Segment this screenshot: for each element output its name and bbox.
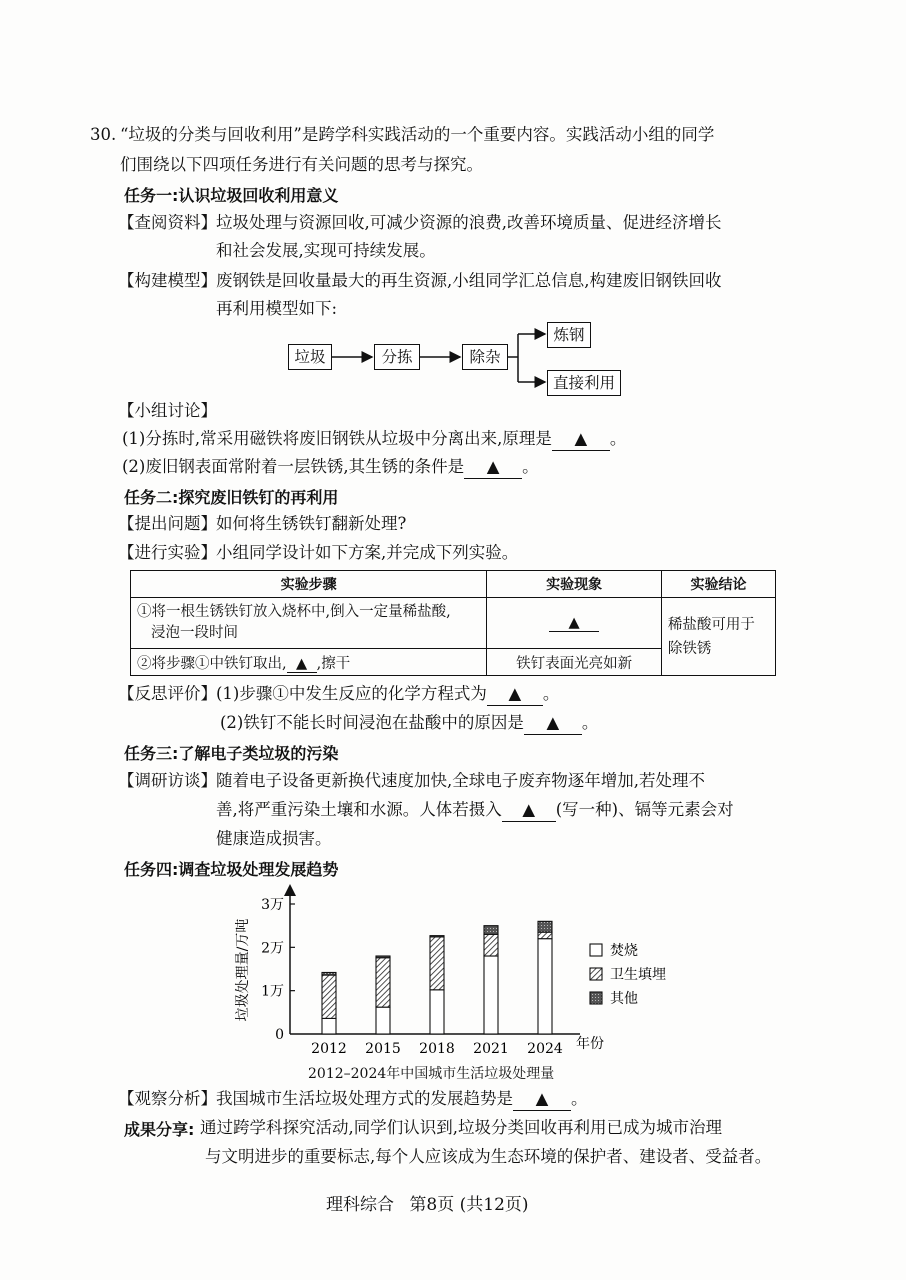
chart-bar-卫生填埋-2012 <box>322 975 336 1018</box>
chart-legend-swatch <box>590 968 602 980</box>
answer-blank[interactable]: ▲ <box>464 456 522 479</box>
task4-observe-tag: 【观察分析】 <box>118 1089 217 1108</box>
task1-model-tag: 【构建模型】 <box>118 271 217 290</box>
result-line1: 通过跨学科探究活动,同学们认识到,垃圾分类回收再利用已成为城市治理 <box>200 1118 722 1137</box>
chart-y-tick-label: 1万 <box>261 983 284 1000</box>
chart-bar-其他-2018 <box>430 936 444 937</box>
flow-node-sort: 分拣 <box>374 344 420 370</box>
step1-line1: ①将一根生锈铁钉放入烧杯中,倒入一定量稀盐酸, <box>137 604 451 620</box>
task2-review1 <box>216 683 559 706</box>
end-mark: 。 <box>609 429 627 448</box>
question-number: 30. <box>90 125 117 144</box>
step2-text: ②将步骤①中铁钉取出, <box>137 655 287 672</box>
observation1-cell <box>487 598 662 649</box>
task2-exp-tag: 【进行实验】 <box>118 543 217 562</box>
flow-connectors <box>0 0 906 420</box>
task3-line2-post: (写一种)、镉等元素会对 <box>555 800 734 819</box>
answer-blank[interactable]: ▲ <box>549 615 599 632</box>
result-line2: 与文明进步的重要标志,每个人应该成为生态环境的保护者、建设者、受益者。 <box>205 1147 772 1166</box>
task1-ref-tag: 【查阅资料】 <box>118 213 217 232</box>
chart-bar-卫生填埋-2015 <box>376 958 390 1007</box>
task2-exp: 小组同学设计如下方案,并完成下列实验。 <box>216 543 519 562</box>
chart-title: 2012–2024年中国城市生活垃圾处理量 <box>308 1066 555 1082</box>
chart-y-tick-label: 3万 <box>261 897 284 913</box>
task3-line1: 随着电子设备更新换代速度加快,全球电子废弃物逐年增加,若处理不 <box>216 771 705 790</box>
answer-blank[interactable]: ▲ <box>487 683 543 706</box>
table-header-steps: 实验步骤 <box>131 571 487 598</box>
chart-bar-其他-2024 <box>538 921 552 932</box>
end-mark: 。 <box>522 457 539 476</box>
task3-tag: 【调研访谈】 <box>118 771 217 790</box>
end-mark: 。 <box>571 1089 588 1108</box>
task2-ask-tag: 【提出问题】 <box>118 514 217 533</box>
task2-review1-text: (1)步骤①中发生反应的化学方程式为 <box>216 684 487 703</box>
task1-q1-text: (1)分拣时,常采用磁铁将废旧钢铁从垃圾中分离出来,原理是 <box>122 429 552 448</box>
chart-bar-卫生填埋-2018 <box>430 937 444 990</box>
chart-bar-卫生填埋-2024 <box>538 932 552 939</box>
experiment-table <box>130 570 776 676</box>
chart-legend-swatch <box>590 992 602 1004</box>
chart-legend-swatch <box>590 944 602 956</box>
task2-ask: 如何将生锈铁钉翻新处理? <box>216 514 407 533</box>
task1-q2-text: (2)废旧钢表面常附着一层铁锈,其生锈的条件是 <box>122 457 465 476</box>
end-mark: 。 <box>581 713 599 732</box>
chart-bar-焚烧-2021 <box>484 956 498 1034</box>
end-mark: 。 <box>542 684 560 703</box>
task3-line2-text: 善,将严重污染土壤和水源。人体若摄入 <box>216 800 502 819</box>
answer-blank[interactable]: ▲ <box>552 428 610 451</box>
step2-post: ,擦干 <box>316 655 351 672</box>
task4-title: 任务四:调查垃圾处理发展趋势 <box>124 860 339 879</box>
task2-review2 <box>220 712 598 735</box>
page-footer <box>326 1190 529 1215</box>
observation2-cell: 铁钉表面光亮如新 <box>487 649 662 676</box>
task4-observe-text: 我国城市生活垃圾处理方式的发展趋势是 <box>216 1089 513 1108</box>
chart-y-tick-label: 2万 <box>261 940 284 957</box>
step1-line2: 浸泡一段时间 <box>151 625 238 641</box>
footer-page: 第8页 <box>409 1195 455 1215</box>
task1-ref-line2: 和社会发展,实现可持续发展。 <box>216 241 436 260</box>
chart-ylabel: 垃圾处理量/万吨 <box>235 918 251 1022</box>
chart-bar-焚烧-2024 <box>538 939 552 1034</box>
task3-line3: 健康造成损害。 <box>216 829 332 848</box>
task1-q2 <box>122 456 539 479</box>
chart-x-tick-label: 2024 <box>527 1041 563 1057</box>
chart-x-tick-label: 2018 <box>419 1041 455 1057</box>
chart-xlabel: 年份 <box>576 1036 604 1052</box>
chart-bar-其他-2012 <box>322 972 336 975</box>
chart-bar-其他-2015 <box>376 956 390 958</box>
table-header-row <box>131 571 776 598</box>
task3-line2 <box>216 799 734 822</box>
chart-legend-label: 卫生填埋 <box>610 967 666 983</box>
conclusion-line2: 除铁锈 <box>667 640 712 657</box>
task1-model-line1: 废钢铁是回收量最大的再生资源,小组同学汇总信息,构建废旧钢铁回收 <box>216 271 722 290</box>
table-row <box>131 598 776 649</box>
chart-x-tick-label: 2012 <box>311 1041 347 1057</box>
chart-x-tick-label: 2021 <box>473 1041 509 1057</box>
footer-total: (共12页) <box>459 1195 529 1215</box>
chart-bar-焚烧-2012 <box>322 1018 336 1034</box>
chart-legend-label: 焚烧 <box>610 943 638 959</box>
chart-x-tick-label: 2015 <box>365 1041 401 1057</box>
flow-node-purify: 除杂 <box>462 344 508 370</box>
task1-title: 任务一:认识垃圾回收利用意义 <box>124 186 339 205</box>
chart-bar-焚烧-2015 <box>376 1007 390 1034</box>
step1-cell <box>131 598 487 649</box>
task2-review2-text: (2)铁钉不能长时间浸泡在盐酸中的原因是 <box>220 713 524 732</box>
task4-observe <box>216 1088 588 1111</box>
answer-blank[interactable]: ▲ <box>513 1088 571 1111</box>
task2-title: 任务二:探究废旧铁钉的再利用 <box>124 488 339 507</box>
conclusion-line1: 稀盐酸可用于 <box>667 616 755 633</box>
flow-node-garbage: 垃圾 <box>288 344 332 370</box>
task1-q1 <box>122 428 626 451</box>
task1-model-line2: 再利用模型如下: <box>216 299 338 318</box>
answer-blank[interactable]: ▲ <box>287 656 317 673</box>
flow-node-steelmaking: 炼钢 <box>547 322 591 348</box>
table-header-observation: 实验现象 <box>487 571 662 598</box>
task2-review-tag: 【反思评价】 <box>118 684 217 703</box>
task1-discuss-tag: 【小组讨论】 <box>118 401 217 420</box>
chart-bar-其他-2021 <box>484 926 498 935</box>
step2-cell <box>131 649 487 676</box>
question-intro-line1: “垃圾的分类与回收利用”是跨学科实践活动的一个重要内容。实践活动小组的同学 <box>120 125 715 144</box>
question-intro-line2: 们围绕以下四项任务进行有关问题的思考与探究。 <box>120 155 483 174</box>
chart-bar-卫生填埋-2021 <box>484 934 498 956</box>
waste-chart <box>220 880 700 1090</box>
table-header-conclusion: 实验结论 <box>661 571 775 598</box>
flow-node-direct-use: 直接利用 <box>547 370 621 396</box>
answer-blank[interactable]: ▲ <box>502 799 556 822</box>
task1-ref-line1: 垃圾处理与资源回收,可减少资源的浪费,改善环境质量、促进经济增长 <box>216 213 722 232</box>
chart-bar-焚烧-2018 <box>430 990 444 1034</box>
chart-legend-label: 其他 <box>610 991 638 1007</box>
chart-y-tick-label: 0 <box>275 1027 284 1043</box>
answer-blank[interactable]: ▲ <box>524 712 582 735</box>
conclusion-cell <box>661 598 775 676</box>
task3-title: 任务三:了解电子类垃圾的污染 <box>124 744 339 763</box>
footer-subject: 理科综合 <box>326 1195 394 1215</box>
result-tag: 成果分享: <box>124 1120 195 1139</box>
